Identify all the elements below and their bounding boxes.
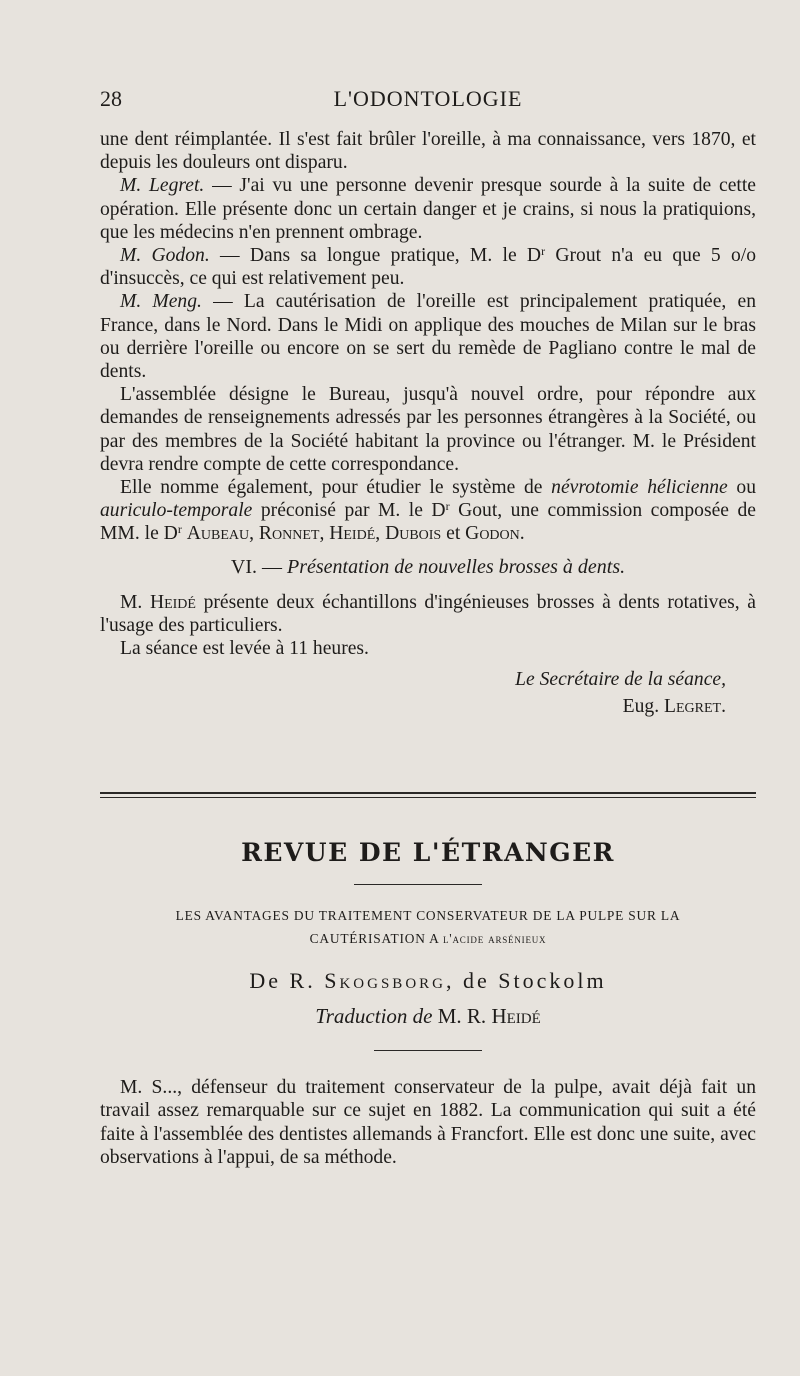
paragraph-text: — Dans sa longue pratique, M. le D — [209, 245, 542, 267]
speaker-name: M. Legret. — [120, 175, 205, 197]
paragraph-text: — La cautérisation de l'oreille est principalement pratiquée, en France, dans le Nord. Dans le Midi on applique des mouches de Milan sur le bras ou derrière l'oreille ou encore on se sert du remède de Pagliano contre le mal de dents. — [100, 291, 756, 383]
article-body — [100, 1076, 756, 1170]
paragraph-text: , — [249, 523, 259, 545]
signature-name-text: Legret. — [664, 696, 726, 718]
paragraph — [100, 383, 756, 476]
section-title-revue: REVUE DE L'ÉTRANGER — [241, 838, 615, 867]
running-title: L'ODONTOLOGIE — [333, 86, 523, 111]
speaker-name: M. Meng. — [120, 291, 202, 313]
paragraph-text: Gout, une commission composée de MM. le D — [100, 500, 756, 545]
main-text — [100, 128, 756, 720]
section-title: Présentation de nouvelles brosses à dents. — [287, 555, 626, 578]
paragraph — [100, 290, 756, 383]
author-suffix: , de Stockolm — [445, 968, 607, 993]
signature-name — [100, 693, 726, 720]
article-title-smallcaps: l'acide arsénieux — [442, 931, 547, 946]
article-title-line: LES AVANTAGES DU TRAITEMENT CONSERVATEUR DE LA PULPE SUR LA — [175, 908, 681, 923]
paragraph — [100, 174, 756, 244]
article-author — [100, 968, 756, 994]
superscript: r — [177, 522, 182, 537]
person-name: Godon — [465, 523, 520, 545]
double-rule-divider — [100, 792, 756, 802]
superscript: r — [445, 499, 450, 514]
italic-term: auriculo-temporale — [100, 500, 253, 522]
paragraph-text: , — [319, 523, 330, 545]
paragraph-text: et — [441, 523, 466, 545]
author-name: Skogsborg — [324, 968, 446, 993]
person-name: Heidé — [149, 591, 196, 613]
paragraph — [100, 476, 756, 546]
paragraph-text: présente deux échantillons d'ingénieuses brosses à dents rotatives, à l'usage des particuliers. — [100, 591, 756, 637]
person-name: Heidé — [329, 523, 376, 545]
translation-by: M. R. — [432, 1004, 492, 1028]
paragraph-text: L'assemblée désigne le Bureau, jusqu'à nouvel ordre, pour répondre aux demandes de renseignements adressés par les personnes étrangères à la Société, ou par des membres de la Société habitant la province ou l'étranger. M. le Président devra rendre compte de cette correspondance. — [100, 384, 756, 475]
superscript: r — [541, 244, 546, 259]
article-title-line — [100, 927, 756, 950]
paragraph-text: Elle nomme également, pour étudier le système de — [120, 477, 552, 499]
translation-label: Traduction de — [315, 1004, 433, 1028]
paragraph — [100, 128, 756, 174]
paragraph-text: Grout n'a eu que 5 o/o d'insuccès, ce qui est relativement peu. — [100, 245, 757, 290]
paragraph-text: , — [375, 523, 386, 545]
paragraph-text: préconisé par M. le D — [252, 500, 446, 522]
rule-line — [100, 797, 756, 798]
speaker-name: M. Godon. — [120, 245, 210, 267]
article-title-text: CAUTÉRISATION A — [309, 931, 443, 946]
signature-block — [100, 666, 756, 720]
paragraph — [100, 591, 756, 637]
section-heading — [100, 556, 756, 579]
short-rule — [374, 1050, 482, 1051]
paragraph-text: . — [519, 523, 525, 545]
signature-role — [100, 666, 726, 693]
article-title — [100, 904, 756, 950]
page-number: 28 — [100, 86, 122, 111]
person-name: Aubeau — [186, 523, 250, 545]
signature-role-text: Le Secrétaire de la séance, — [515, 669, 726, 691]
short-rule — [354, 884, 482, 885]
page-header — [100, 86, 756, 114]
paragraph: M. S..., défenseur du traitement conservateur de la pulpe, avait déjà fait un travail assez remarquable sur ce sujet en 1882. La communication qui suit a été faite à l'assemblée des dentistes allemands à Francfort. Elle est donc une suite, avec observations à l'appui, de sa méthode. — [100, 1077, 756, 1169]
translation-credit — [100, 1004, 756, 1029]
translator-name: Heidé — [491, 1004, 541, 1028]
person-name: Dubois — [385, 523, 442, 545]
section-number: VI. — [230, 555, 257, 578]
signature-name-prefix: Eug. — [622, 696, 665, 718]
paragraph-text: M. — [120, 591, 150, 613]
rule-line — [100, 792, 756, 794]
paragraph — [100, 637, 756, 660]
paragraph-text: une dent réimplantée. Il s'est fait brûler l'oreille, à ma connaissance, vers 1870, et depuis les douleurs ont disparu. — [100, 129, 756, 174]
paragraph — [100, 244, 756, 290]
paragraph-text: La séance est levée à 11 heures. — [120, 638, 369, 660]
person-name: Ronnet — [258, 523, 320, 545]
author-prefix: De R. — [249, 968, 325, 993]
italic-term: névrotomie hélicienne — [551, 477, 728, 499]
paragraph-text: — J'ai vu une personne devenir presque sourde à la suite de cette opération. Elle présente donc un certain danger et je crains, si nous la pratiquions, que les médecins n'en prennent ombrage. — [100, 175, 756, 243]
paragraph-text: ou — [727, 477, 756, 499]
section-dash: — — [257, 555, 287, 578]
